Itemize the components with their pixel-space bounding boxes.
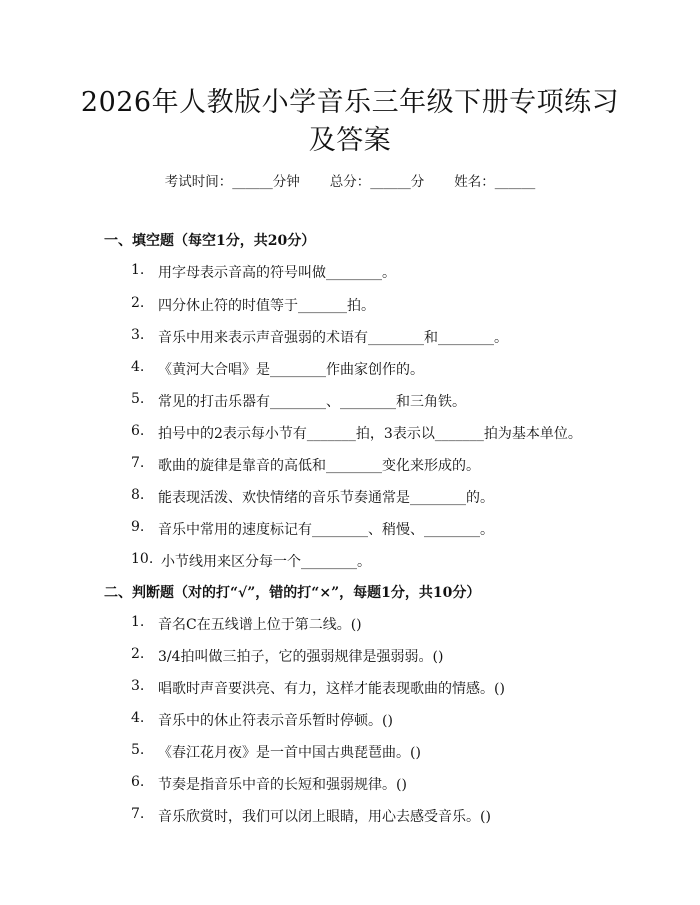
item-number: 10. [131, 551, 154, 567]
item-number: 3. [131, 327, 145, 343]
item-text: 《春江花月夜》是一首中国古典琵琶曲。() [158, 745, 421, 761]
item-number: 1. [131, 262, 145, 278]
item-number: 7. [131, 455, 145, 471]
item-number: 8. [131, 487, 145, 503]
item-text: 音名C在五线谱上位于第二线。() [158, 617, 362, 633]
item-text: 用字母表示音高的符号叫做________。 [158, 265, 396, 281]
section-heading-true-false: 二、判断题（对的打“√”，错的打“×”，每题1分，共10分） [104, 585, 481, 601]
item-number: 4. [131, 710, 145, 726]
student-name: 姓名：______ [454, 174, 536, 190]
item-number: 5. [131, 742, 145, 758]
item-text: 常见的打击乐器有________、________和三角铁。 [158, 394, 466, 410]
exam-time: 考试时间：______分钟 [164, 174, 300, 190]
item-text: 《黄河大合唱》是________作曲家创作的。 [158, 362, 424, 378]
item-text: 拍号中的2表示每小节有_______拍，3表示以_______拍为基本单位。 [158, 426, 582, 442]
item-number: 5. [131, 391, 145, 407]
item-number: 2. [131, 295, 145, 311]
item-number: 9. [131, 519, 145, 535]
item-text: 音乐中常用的速度标记有________、稍慢、________。 [158, 522, 494, 538]
document-title-line1: 2026年人教版小学音乐三年级下册专项练习 [80, 87, 620, 118]
item-number: 2. [131, 646, 145, 662]
item-number: 1. [131, 614, 145, 630]
item-text: 小节线用来区分每一个________。 [161, 554, 371, 570]
item-text: 歌曲的旋律是靠音的高低和________变化来形成的。 [158, 458, 480, 474]
item-number: 6. [131, 423, 145, 439]
total-score: 总分：______分 [329, 174, 425, 190]
item-number: 4. [131, 359, 145, 375]
item-text: 节奏是指音乐中音的长短和强弱规律。() [158, 777, 407, 793]
item-text: 音乐中的休止符表示音乐暂时停顿。() [158, 713, 393, 729]
exam-info [0, 170, 700, 190]
document-title-line2: 及答案 [308, 125, 392, 156]
item-text: 四分休止符的时值等于_______拍。 [158, 298, 375, 314]
item-text: 音乐欣赏时，我们可以闭上眼睛，用心去感受音乐。() [158, 809, 491, 825]
item-number: 7. [131, 806, 145, 822]
item-number: 6. [131, 774, 145, 790]
item-text: 唱歌时声音要洪亮、有力，这样才能表现歌曲的情感。() [158, 681, 505, 697]
item-text: 能表现活泼、欢快情绪的音乐节奏通常是________的。 [158, 490, 494, 506]
section-heading-fill-blank: 一、填空题（每空1分，共20分） [104, 233, 316, 249]
item-text: 音乐中用来表示声音强弱的术语有________和________。 [158, 330, 508, 346]
item-number: 3. [131, 678, 145, 694]
item-text: 3/4拍叫做三拍子，它的强弱规律是强弱弱。() [158, 649, 444, 665]
